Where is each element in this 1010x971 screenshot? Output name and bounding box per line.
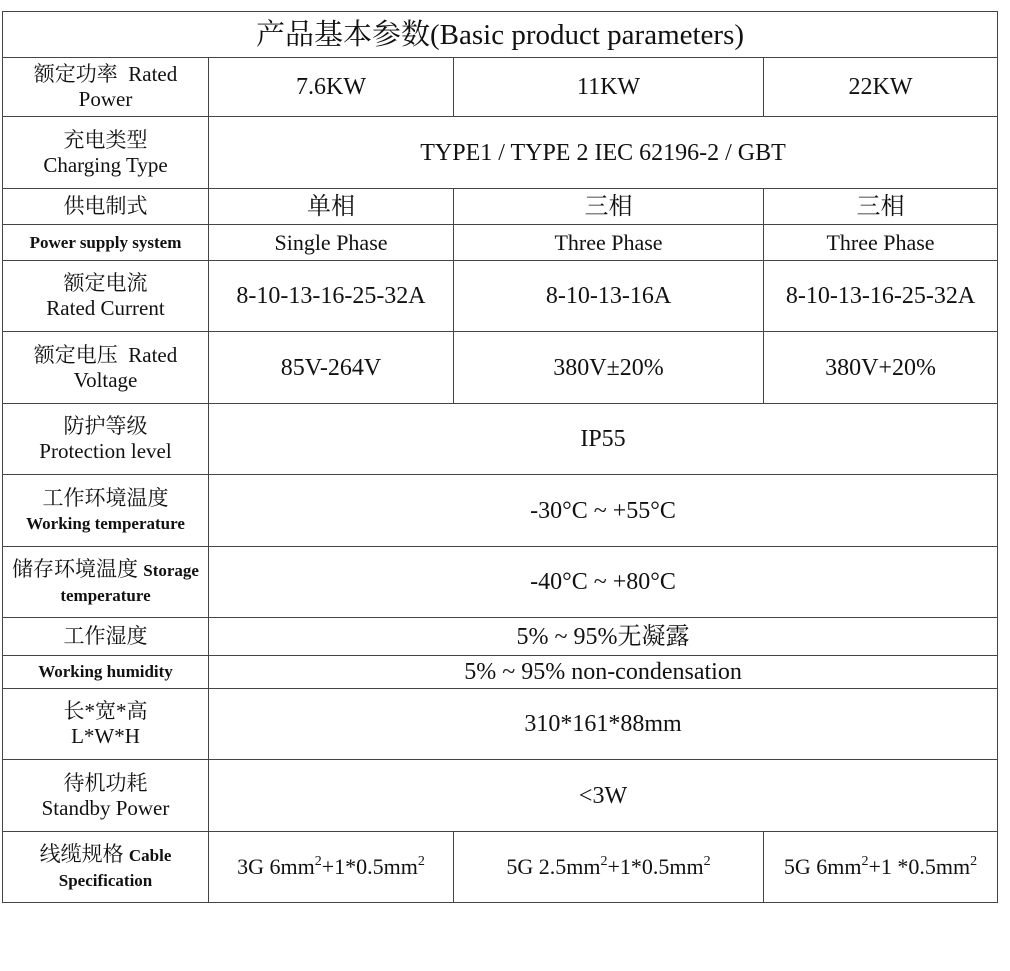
storage-temp-value: -40°C ~ +80°C <box>209 547 998 618</box>
power-supply-cn-3: 三相 <box>764 189 998 225</box>
label-rated-voltage: 额定电压 Rated Voltage <box>3 332 209 404</box>
working-temp-value: -30°C ~ +55°C <box>209 475 998 547</box>
dimensions-value: 310*161*88mm <box>209 689 998 760</box>
cable-spec-1: 3G $6mm^2+1*0.5mm^2$ <box>209 832 454 903</box>
rated-voltage-2: 380V±20% <box>454 332 764 404</box>
standby-value: <3W <box>209 760 998 832</box>
row-power-supply-en <box>3 225 998 261</box>
rated-voltage-3: 380V+20% <box>764 332 998 404</box>
table-title: 产品基本参数(Basic product parameters) <box>3 12 998 58</box>
rated-power-11kw: 11KW <box>454 58 764 117</box>
label-cable: 线缆规格 Cable Specification <box>3 832 209 903</box>
label-humidity-en: Working humidity <box>3 656 209 689</box>
label-humidity-cn: 工作湿度 <box>3 618 209 656</box>
row-rated-power <box>3 58 998 117</box>
row-charging-type <box>3 117 998 189</box>
label-rated-current: 额定电流 Rated Current <box>3 261 209 332</box>
cable-spec-2: 5G $2.5mm^2+1*0.5mm^2$ <box>454 832 764 903</box>
label-charging-type: 充电类型 Charging Type <box>3 117 209 189</box>
row-power-supply-cn <box>3 189 998 225</box>
power-supply-cn-2: 三相 <box>454 189 764 225</box>
row-working-temp <box>3 475 998 547</box>
power-supply-cn-1: 单相 <box>209 189 454 225</box>
row-standby <box>3 760 998 832</box>
spec-table <box>2 11 998 903</box>
label-storage-temp: 储存环境温度 Storage temperature <box>3 547 209 618</box>
protection-value: IP55 <box>209 404 998 475</box>
humidity-value-en: 5% ~ 95% non-condensation <box>209 656 998 689</box>
label-power-supply-en: Power supply system <box>3 225 209 261</box>
label-protection: 防护等级 Protection level <box>3 404 209 475</box>
power-supply-en-3: Three Phase <box>764 225 998 261</box>
label-working-temp: 工作环境温度 Working temperature <box>3 475 209 547</box>
rated-current-2: 8-10-13-16A <box>454 261 764 332</box>
label-power-supply-cn: 供电制式 <box>3 189 209 225</box>
rated-power-7kw: 7.6KW <box>209 58 454 117</box>
rated-current-1: 8-10-13-16-25-32A <box>209 261 454 332</box>
row-rated-current <box>3 261 998 332</box>
row-protection <box>3 404 998 475</box>
charging-type-value: TYPE1 / TYPE 2 IEC 62196-2 / GBT <box>209 117 998 189</box>
row-humidity-cn <box>3 618 998 656</box>
row-humidity-en <box>3 656 998 689</box>
label-standby: 待机功耗 Standby Power <box>3 760 209 832</box>
row-cable <box>3 832 998 903</box>
label-dimensions: 长*宽*高 L*W*H <box>3 689 209 760</box>
row-storage-temp <box>3 547 998 618</box>
label-rated-power: 额定功率 Rated Power <box>3 58 209 117</box>
humidity-value-cn: 5% ~ 95%无凝露 <box>209 618 998 656</box>
rated-power-22kw: 22KW <box>764 58 998 117</box>
row-dimensions <box>3 689 998 760</box>
rated-current-3: 8-10-13-16-25-32A <box>764 261 998 332</box>
row-rated-voltage <box>3 332 998 404</box>
power-supply-en-2: Three Phase <box>454 225 764 261</box>
rated-voltage-1: 85V-264V <box>209 332 454 404</box>
power-supply-en-1: Single Phase <box>209 225 454 261</box>
cable-spec-3: 5G $6mm^2+1$ $*0.5mm^2$ <box>764 832 998 903</box>
